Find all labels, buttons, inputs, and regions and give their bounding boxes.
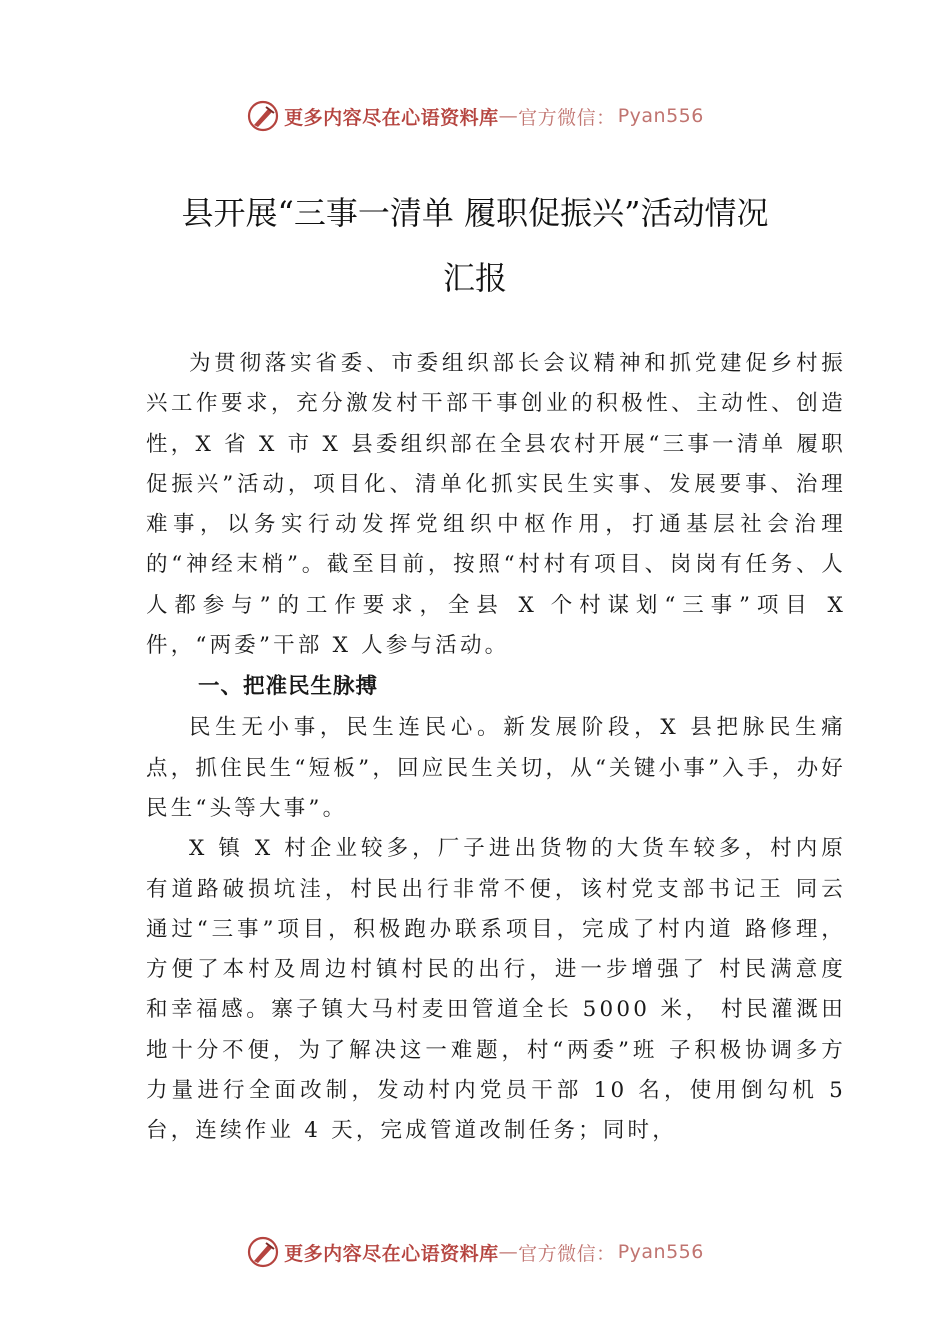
banner-separator: — (498, 105, 519, 127)
document-title-line1: 县开展“三事一清单 履职促振兴”活动情况 (181, 194, 769, 232)
footer-banner-wechat-id: Pyan556 (617, 1241, 704, 1263)
banner-wechat-id: Pyan556 (617, 105, 704, 127)
section1-paragraph-1: 民生无小事，民生连民心。新发展阶段，X 县把脉民生痛点，抓住民生“短板”，回应民生关切，从“关键小事”入手，办好民生“头等大事”。 (146, 715, 846, 821)
footer-watermark-banner (0, 1232, 950, 1272)
banner-main-text: 更多内容尽在心语资料库 (284, 106, 499, 129)
header-watermark-banner (0, 96, 950, 136)
document-body (146, 344, 846, 1152)
document-title-line2: 汇报 (442, 259, 507, 297)
banner-wechat-label: 官方微信： (518, 106, 616, 129)
pen-circle-logo-icon (246, 1235, 280, 1269)
footer-banner-separator: — (498, 1241, 519, 1263)
pen-circle-logo-icon (246, 99, 280, 133)
footer-banner-main-text: 更多内容尽在心语资料库 (284, 1242, 499, 1265)
footer-banner-wechat-label: 官方微信： (518, 1242, 616, 1265)
intro-paragraph: 为贯彻落实省委、市委组织部长会议精神和抓党建促乡村振兴工作要求，充分激发村干部干事创业的积极性、主动性、创造性，X 省 X 市 X 县委组织部在全县农村开展“三事一清单 履职促振兴”活动，项目化、清单化抓实民生实事、发展要事、治理难事，以务实行动发挥党组织中枢作用，打通基层社会治理的“神经末梢”。截至目前，按照“村村有项目、岗岗有任务、人人都参与”的工作要求，全县 X 个村谋划“三事”项目 X 件，“两委”干部 X 人参与活动。 (146, 351, 846, 659)
section-heading-1: 一、把准民生脉搏 (198, 674, 379, 700)
section1-paragraph-2: X 镇 X 村企业较多，厂子进出货物的大货车较多，村内原有道路破损坑洼，村民出行非常不便，该村党支部书记王 同云通过“三事”项目，积极跑办联系项目，完成了村内道 路修理，方便了本村及周边村镇村民的出行，进一步增强了 村民满意度和幸福感。寨子镇大马村麦田管道全长 5000 米， 村民灌溉田地十分不便，为了解决这一难题，村“两委”班 子积极协调多方力量进行全面改制，发动村内党员干部 10 名，使用倒勾机 5 台，连续作业 4 天，完成管道改制任务；同时， (146, 836, 846, 1144)
